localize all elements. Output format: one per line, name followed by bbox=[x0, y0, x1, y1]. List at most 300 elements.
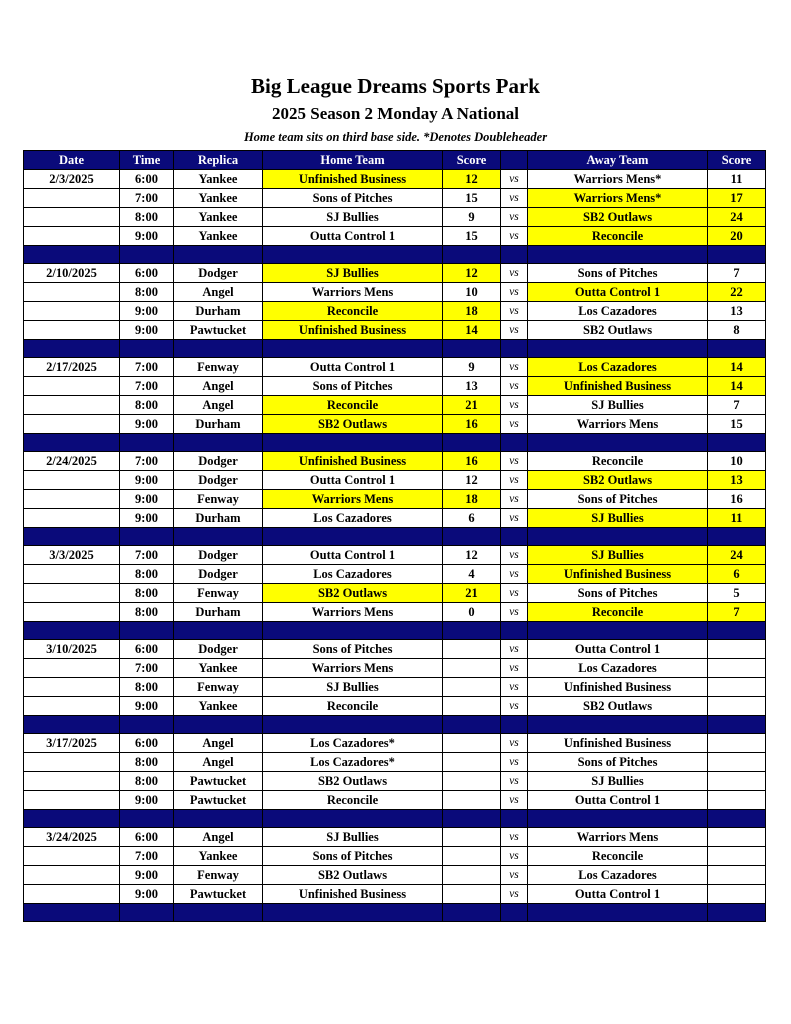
home-score: 12 bbox=[443, 264, 501, 283]
separator-cell bbox=[528, 904, 708, 922]
game-time: 9:00 bbox=[120, 490, 174, 509]
away-score bbox=[708, 734, 766, 753]
game-row bbox=[24, 302, 766, 321]
game-time: 7:00 bbox=[120, 452, 174, 471]
game-time: 7:00 bbox=[120, 847, 174, 866]
game-time: 7:00 bbox=[120, 659, 174, 678]
separator-cell bbox=[528, 340, 708, 358]
separator-cell bbox=[24, 340, 120, 358]
separator-cell bbox=[263, 810, 443, 828]
home-score: 0 bbox=[443, 603, 501, 622]
week-separator bbox=[24, 434, 766, 452]
game-date bbox=[24, 283, 120, 302]
home-team: Sons of Pitches bbox=[263, 377, 443, 396]
game-time: 8:00 bbox=[120, 678, 174, 697]
game-time: 9:00 bbox=[120, 697, 174, 716]
home-score: 18 bbox=[443, 490, 501, 509]
separator-cell bbox=[528, 528, 708, 546]
home-score bbox=[443, 828, 501, 847]
home-score: 12 bbox=[443, 546, 501, 565]
game-date: 3/17/2025 bbox=[24, 734, 120, 753]
game-replica: Angel bbox=[174, 377, 263, 396]
home-score bbox=[443, 753, 501, 772]
game-date bbox=[24, 697, 120, 716]
game-row bbox=[24, 509, 766, 528]
home-score: 18 bbox=[443, 302, 501, 321]
home-team: Reconcile bbox=[263, 791, 443, 810]
home-score: 21 bbox=[443, 584, 501, 603]
vs-label: vs bbox=[501, 791, 528, 810]
game-row bbox=[24, 640, 766, 659]
separator-cell bbox=[708, 246, 766, 264]
game-row bbox=[24, 584, 766, 603]
game-row bbox=[24, 603, 766, 622]
game-replica: Fenway bbox=[174, 866, 263, 885]
home-score: 9 bbox=[443, 208, 501, 227]
home-team: SB2 Outlaws bbox=[263, 772, 443, 791]
separator-cell bbox=[443, 246, 501, 264]
separator-cell bbox=[501, 528, 528, 546]
home-team: SB2 Outlaws bbox=[263, 584, 443, 603]
schedule-body bbox=[24, 170, 766, 922]
home-score: 14 bbox=[443, 321, 501, 340]
separator-cell bbox=[24, 622, 120, 640]
game-replica: Yankee bbox=[174, 847, 263, 866]
away-score: 14 bbox=[708, 377, 766, 396]
away-team: Warriors Mens bbox=[528, 828, 708, 847]
game-time: 9:00 bbox=[120, 885, 174, 904]
away-score: 15 bbox=[708, 415, 766, 434]
away-team: Warriors Mens* bbox=[528, 189, 708, 208]
separator-cell bbox=[501, 340, 528, 358]
home-score bbox=[443, 659, 501, 678]
week-separator bbox=[24, 246, 766, 264]
away-score: 13 bbox=[708, 302, 766, 321]
away-score: 22 bbox=[708, 283, 766, 302]
separator-cell bbox=[263, 528, 443, 546]
separator-cell bbox=[263, 716, 443, 734]
game-replica: Dodger bbox=[174, 546, 263, 565]
game-time: 6:00 bbox=[120, 170, 174, 189]
away-team: SJ Bullies bbox=[528, 546, 708, 565]
separator-cell bbox=[708, 528, 766, 546]
separator-cell bbox=[443, 622, 501, 640]
home-score bbox=[443, 791, 501, 810]
home-team: Sons of Pitches bbox=[263, 847, 443, 866]
schedule-note: Home team sits on third base side. *Denotes Doubleheader bbox=[243, 130, 548, 144]
game-date bbox=[24, 678, 120, 697]
game-row bbox=[24, 659, 766, 678]
game-row bbox=[24, 847, 766, 866]
game-row bbox=[24, 753, 766, 772]
home-team: SJ Bullies bbox=[263, 828, 443, 847]
game-time: 9:00 bbox=[120, 302, 174, 321]
col-header-time: Time bbox=[120, 151, 174, 170]
home-score: 15 bbox=[443, 227, 501, 246]
home-team: SB2 Outlaws bbox=[263, 415, 443, 434]
separator-cell bbox=[528, 434, 708, 452]
separator-cell bbox=[24, 434, 120, 452]
game-time: 7:00 bbox=[120, 189, 174, 208]
col-header-vs bbox=[501, 151, 528, 170]
separator-cell bbox=[24, 716, 120, 734]
game-time: 9:00 bbox=[120, 227, 174, 246]
home-team: Los Cazadores bbox=[263, 565, 443, 584]
vs-label: vs bbox=[501, 264, 528, 283]
game-row bbox=[24, 885, 766, 904]
game-row bbox=[24, 546, 766, 565]
away-team: Los Cazadores bbox=[528, 659, 708, 678]
week-separator bbox=[24, 340, 766, 358]
game-time: 6:00 bbox=[120, 734, 174, 753]
game-time: 8:00 bbox=[120, 565, 174, 584]
game-row bbox=[24, 772, 766, 791]
game-replica: Durham bbox=[174, 603, 263, 622]
game-replica: Pawtucket bbox=[174, 885, 263, 904]
vs-label: vs bbox=[501, 170, 528, 189]
away-team: Sons of Pitches bbox=[528, 753, 708, 772]
separator-cell bbox=[501, 434, 528, 452]
home-score: 10 bbox=[443, 283, 501, 302]
away-score: 16 bbox=[708, 490, 766, 509]
away-score: 6 bbox=[708, 565, 766, 584]
game-date bbox=[24, 753, 120, 772]
home-score: 21 bbox=[443, 396, 501, 415]
separator-cell bbox=[263, 434, 443, 452]
game-row bbox=[24, 358, 766, 377]
home-score bbox=[443, 640, 501, 659]
away-team: Reconcile bbox=[528, 227, 708, 246]
away-team: Unfinished Business bbox=[528, 678, 708, 697]
col-header-replica: Replica bbox=[174, 151, 263, 170]
separator-cell bbox=[443, 528, 501, 546]
away-team: Los Cazadores bbox=[528, 302, 708, 321]
vs-label: vs bbox=[501, 640, 528, 659]
game-replica: Dodger bbox=[174, 565, 263, 584]
home-team: Los Cazadores* bbox=[263, 753, 443, 772]
game-time: 8:00 bbox=[120, 753, 174, 772]
vs-label: vs bbox=[501, 828, 528, 847]
vs-label: vs bbox=[501, 885, 528, 904]
week-separator bbox=[24, 810, 766, 828]
game-replica: Fenway bbox=[174, 358, 263, 377]
away-team: Sons of Pitches bbox=[528, 584, 708, 603]
vs-label: vs bbox=[501, 659, 528, 678]
game-row bbox=[24, 452, 766, 471]
game-time: 9:00 bbox=[120, 791, 174, 810]
game-row bbox=[24, 227, 766, 246]
game-date bbox=[24, 565, 120, 584]
separator-cell bbox=[443, 716, 501, 734]
home-score: 16 bbox=[443, 415, 501, 434]
separator-cell bbox=[443, 810, 501, 828]
separator-cell bbox=[24, 810, 120, 828]
separator-cell bbox=[120, 528, 174, 546]
vs-label: vs bbox=[501, 377, 528, 396]
game-replica: Angel bbox=[174, 753, 263, 772]
game-replica: Yankee bbox=[174, 659, 263, 678]
game-row bbox=[24, 565, 766, 584]
game-date bbox=[24, 584, 120, 603]
separator-cell bbox=[24, 246, 120, 264]
game-time: 8:00 bbox=[120, 396, 174, 415]
game-replica: Fenway bbox=[174, 584, 263, 603]
game-replica: Angel bbox=[174, 828, 263, 847]
home-score: 4 bbox=[443, 565, 501, 584]
vs-label: vs bbox=[501, 866, 528, 885]
game-time: 8:00 bbox=[120, 584, 174, 603]
game-date: 2/10/2025 bbox=[24, 264, 120, 283]
vs-label: vs bbox=[501, 189, 528, 208]
separator-cell bbox=[120, 810, 174, 828]
separator-cell bbox=[174, 622, 263, 640]
separator-cell bbox=[24, 904, 120, 922]
game-date: 3/24/2025 bbox=[24, 828, 120, 847]
away-team: Los Cazadores bbox=[528, 358, 708, 377]
separator-cell bbox=[263, 340, 443, 358]
game-time: 7:00 bbox=[120, 546, 174, 565]
game-replica: Pawtucket bbox=[174, 791, 263, 810]
home-team: Warriors Mens bbox=[263, 283, 443, 302]
game-date: 2/24/2025 bbox=[24, 452, 120, 471]
game-date bbox=[24, 302, 120, 321]
separator-cell bbox=[501, 622, 528, 640]
home-score: 13 bbox=[443, 377, 501, 396]
game-date bbox=[24, 396, 120, 415]
away-team: Reconcile bbox=[528, 847, 708, 866]
separator-cell bbox=[443, 434, 501, 452]
game-date bbox=[24, 189, 120, 208]
home-team: Warriors Mens bbox=[263, 603, 443, 622]
game-date bbox=[24, 471, 120, 490]
separator-cell bbox=[174, 340, 263, 358]
game-date bbox=[24, 509, 120, 528]
home-team: Reconcile bbox=[263, 697, 443, 716]
away-team: SJ Bullies bbox=[528, 772, 708, 791]
away-score: 13 bbox=[708, 471, 766, 490]
vs-label: vs bbox=[501, 396, 528, 415]
game-time: 8:00 bbox=[120, 283, 174, 302]
game-date: 3/3/2025 bbox=[24, 546, 120, 565]
game-row bbox=[24, 828, 766, 847]
home-score: 16 bbox=[443, 452, 501, 471]
home-team: Sons of Pitches bbox=[263, 189, 443, 208]
away-team: SB2 Outlaws bbox=[528, 471, 708, 490]
game-date: 3/10/2025 bbox=[24, 640, 120, 659]
vs-label: vs bbox=[501, 283, 528, 302]
away-team: SB2 Outlaws bbox=[528, 697, 708, 716]
separator-cell bbox=[708, 904, 766, 922]
separator-cell bbox=[120, 340, 174, 358]
away-score bbox=[708, 659, 766, 678]
home-team: SJ Bullies bbox=[263, 208, 443, 227]
home-score: 9 bbox=[443, 358, 501, 377]
vs-label: vs bbox=[501, 208, 528, 227]
away-team: SJ Bullies bbox=[528, 509, 708, 528]
home-score bbox=[443, 885, 501, 904]
away-team: Outta Control 1 bbox=[528, 283, 708, 302]
away-score bbox=[708, 753, 766, 772]
separator-cell bbox=[24, 528, 120, 546]
vs-label: vs bbox=[501, 302, 528, 321]
away-team: Sons of Pitches bbox=[528, 490, 708, 509]
vs-label: vs bbox=[501, 753, 528, 772]
separator-cell bbox=[174, 904, 263, 922]
game-row bbox=[24, 170, 766, 189]
away-score bbox=[708, 678, 766, 697]
col-header-away-score: Score bbox=[708, 151, 766, 170]
game-date bbox=[24, 321, 120, 340]
separator-cell bbox=[263, 904, 443, 922]
vs-label: vs bbox=[501, 565, 528, 584]
game-date bbox=[24, 866, 120, 885]
game-replica: Yankee bbox=[174, 697, 263, 716]
col-header-home-team: Home Team bbox=[263, 151, 443, 170]
game-row bbox=[24, 283, 766, 302]
home-team: Los Cazadores* bbox=[263, 734, 443, 753]
home-team: Outta Control 1 bbox=[263, 227, 443, 246]
home-score: 6 bbox=[443, 509, 501, 528]
home-team: Unfinished Business bbox=[263, 452, 443, 471]
vs-label: vs bbox=[501, 321, 528, 340]
vs-label: vs bbox=[501, 358, 528, 377]
away-team: Outta Control 1 bbox=[528, 640, 708, 659]
home-score bbox=[443, 734, 501, 753]
separator-cell bbox=[501, 716, 528, 734]
away-score: 14 bbox=[708, 358, 766, 377]
game-time: 9:00 bbox=[120, 415, 174, 434]
away-team: Warriors Mens bbox=[528, 415, 708, 434]
week-separator bbox=[24, 904, 766, 922]
home-team: Unfinished Business bbox=[263, 170, 443, 189]
vs-label: vs bbox=[501, 415, 528, 434]
game-date bbox=[24, 603, 120, 622]
separator-cell bbox=[263, 622, 443, 640]
game-replica: Yankee bbox=[174, 208, 263, 227]
game-time: 6:00 bbox=[120, 264, 174, 283]
away-score: 24 bbox=[708, 208, 766, 227]
col-header-date: Date bbox=[24, 151, 120, 170]
away-score bbox=[708, 640, 766, 659]
game-replica: Angel bbox=[174, 283, 263, 302]
game-row bbox=[24, 697, 766, 716]
separator-cell bbox=[120, 434, 174, 452]
game-row bbox=[24, 321, 766, 340]
home-team: Warriors Mens bbox=[263, 659, 443, 678]
game-row bbox=[24, 264, 766, 283]
game-row bbox=[24, 678, 766, 697]
page-subtitle: 2025 Season 2 Monday A National bbox=[271, 104, 519, 123]
separator-cell bbox=[528, 716, 708, 734]
game-row bbox=[24, 471, 766, 490]
away-team: Unfinished Business bbox=[528, 565, 708, 584]
away-team: Reconcile bbox=[528, 603, 708, 622]
home-score bbox=[443, 847, 501, 866]
game-replica: Dodger bbox=[174, 640, 263, 659]
week-separator bbox=[24, 716, 766, 734]
home-team: Outta Control 1 bbox=[263, 546, 443, 565]
game-date bbox=[24, 208, 120, 227]
separator-cell bbox=[443, 340, 501, 358]
away-team: Sons of Pitches bbox=[528, 264, 708, 283]
home-team: Unfinished Business bbox=[263, 885, 443, 904]
away-score: 7 bbox=[708, 264, 766, 283]
game-time: 9:00 bbox=[120, 321, 174, 340]
game-row bbox=[24, 866, 766, 885]
away-score: 24 bbox=[708, 546, 766, 565]
game-replica: Dodger bbox=[174, 452, 263, 471]
game-date bbox=[24, 772, 120, 791]
game-date bbox=[24, 415, 120, 434]
away-score bbox=[708, 847, 766, 866]
game-replica: Durham bbox=[174, 509, 263, 528]
col-header-home-score: Score bbox=[443, 151, 501, 170]
game-time: 8:00 bbox=[120, 772, 174, 791]
separator-cell bbox=[174, 246, 263, 264]
away-team: SB2 Outlaws bbox=[528, 208, 708, 227]
separator-cell bbox=[174, 528, 263, 546]
separator-cell bbox=[120, 904, 174, 922]
home-score bbox=[443, 678, 501, 697]
home-team: Reconcile bbox=[263, 302, 443, 321]
col-header-away-team: Away Team bbox=[528, 151, 708, 170]
game-date: 2/3/2025 bbox=[24, 170, 120, 189]
game-time: 8:00 bbox=[120, 603, 174, 622]
page-title: Big League Dreams Sports Park bbox=[251, 74, 540, 98]
home-team: Outta Control 1 bbox=[263, 358, 443, 377]
game-date: 2/17/2025 bbox=[24, 358, 120, 377]
away-score: 17 bbox=[708, 189, 766, 208]
separator-cell bbox=[708, 810, 766, 828]
game-time: 9:00 bbox=[120, 866, 174, 885]
separator-cell bbox=[528, 246, 708, 264]
game-row bbox=[24, 396, 766, 415]
home-score: 12 bbox=[443, 471, 501, 490]
away-score: 20 bbox=[708, 227, 766, 246]
game-date bbox=[24, 885, 120, 904]
home-score bbox=[443, 772, 501, 791]
away-team: SB2 Outlaws bbox=[528, 321, 708, 340]
vs-label: vs bbox=[501, 471, 528, 490]
away-team: Unfinished Business bbox=[528, 734, 708, 753]
week-separator bbox=[24, 528, 766, 546]
separator-cell bbox=[174, 716, 263, 734]
game-replica: Angel bbox=[174, 396, 263, 415]
away-score: 7 bbox=[708, 396, 766, 415]
game-date bbox=[24, 847, 120, 866]
header-row bbox=[24, 151, 766, 170]
vs-label: vs bbox=[501, 584, 528, 603]
game-row bbox=[24, 734, 766, 753]
vs-label: vs bbox=[501, 546, 528, 565]
away-team: Warriors Mens* bbox=[528, 170, 708, 189]
vs-label: vs bbox=[501, 847, 528, 866]
away-score: 5 bbox=[708, 584, 766, 603]
separator-cell bbox=[263, 246, 443, 264]
home-team: Outta Control 1 bbox=[263, 471, 443, 490]
away-score: 8 bbox=[708, 321, 766, 340]
away-team: Outta Control 1 bbox=[528, 791, 708, 810]
separator-cell bbox=[708, 622, 766, 640]
home-team: Warriors Mens bbox=[263, 490, 443, 509]
separator-cell bbox=[501, 810, 528, 828]
game-replica: Fenway bbox=[174, 678, 263, 697]
away-score bbox=[708, 885, 766, 904]
away-score bbox=[708, 791, 766, 810]
game-time: 7:00 bbox=[120, 358, 174, 377]
vs-label: vs bbox=[501, 509, 528, 528]
away-team: Los Cazadores bbox=[528, 866, 708, 885]
